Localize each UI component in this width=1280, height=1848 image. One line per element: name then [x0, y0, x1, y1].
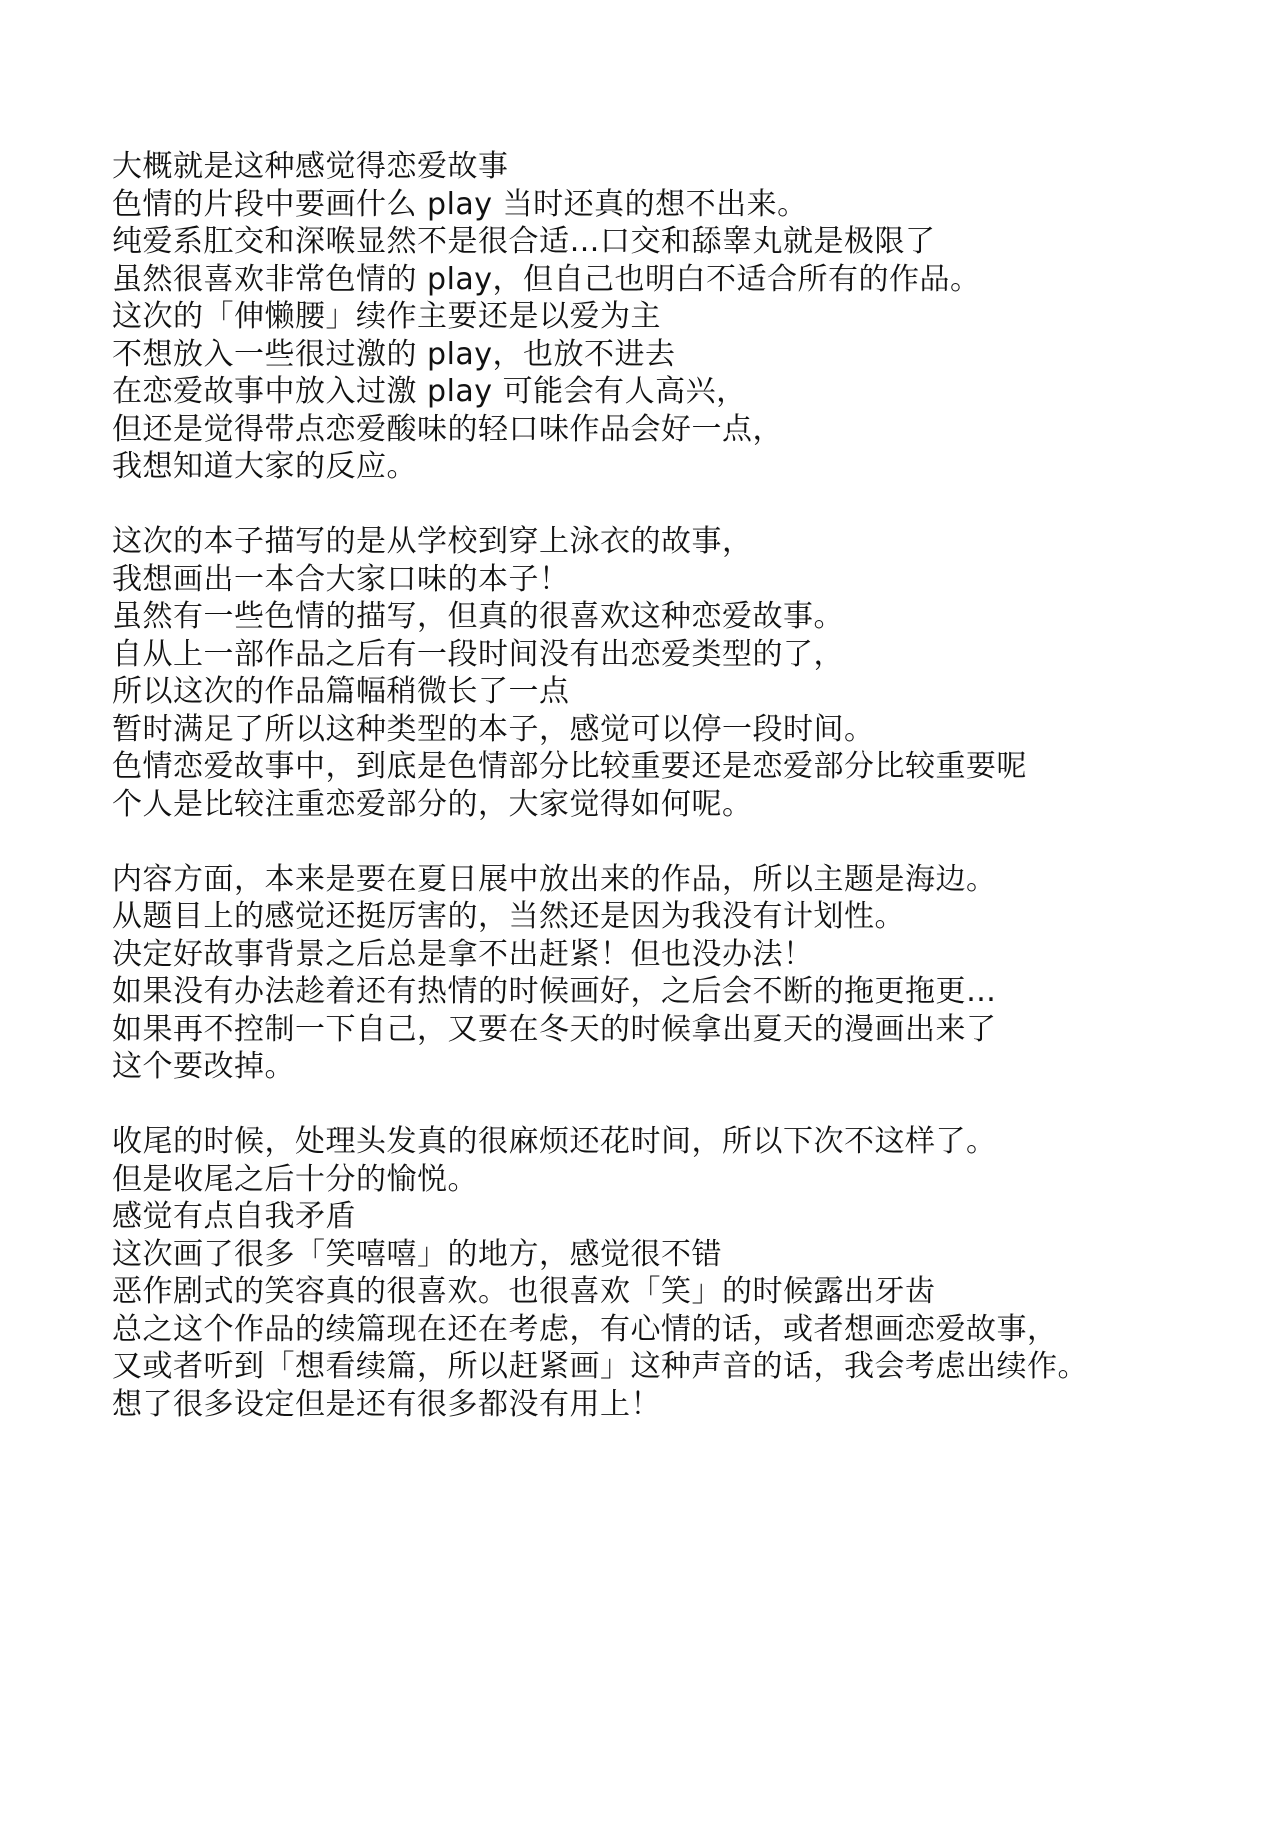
text-line: 又或者听到「想看续篇，所以赶紧画」这种声音的话，我会考虑出续作。 — [112, 1349, 1088, 1384]
text-line: 这次的「伸懒腰」续作主要还是以爱为主 — [112, 299, 661, 334]
text-line: 色情恋爱故事中，到底是色情部分比较重要还是恋爱部分比较重要呢 — [112, 749, 1027, 784]
text-line: 收尾的时候，处理头发真的很麻烦还花时间，所以下次不这样了。 — [112, 1124, 997, 1159]
paragraph-3 — [112, 861, 1262, 1086]
text-line: 虽然有一些色情的描写，但真的很喜欢这种恋爱故事。 — [112, 599, 844, 634]
text-line: 暂时满足了所以这种类型的本子，感觉可以停一段时间。 — [112, 711, 875, 747]
text-line: 在恋爱故事中放入过激 play 可能会有人高兴， — [112, 374, 747, 409]
text-line: 这个要改掉。 — [112, 1049, 295, 1084]
text-line: 决定好故事背景之后总是拿不出赶紧！但也没办法！ — [112, 936, 814, 972]
text-line: 自从上一部作品之后有一段时间没有出恋爱类型的了， — [112, 636, 844, 672]
text-line: 这次画了很多「笑嘻嘻」的地方，感觉很不错 — [112, 1236, 722, 1272]
text-line: 内容方面，本来是要在夏日展中放出来的作品，所以主题是海边。 — [112, 861, 997, 897]
text-line: 所以这次的作品篇幅稍微长了一点 — [112, 674, 570, 709]
text-line: 不想放入一些很过激的 play，也放不进去 — [112, 336, 676, 372]
text-line: 纯爱系肛交和深喉显然不是很合适…口交和舔睾丸就是极限了 — [112, 224, 936, 259]
paragraph-1 — [112, 148, 1262, 486]
text-line: 想了很多设定但是还有很多都没有用上！ — [112, 1386, 661, 1422]
text-line: 但是收尾之后十分的愉悦。 — [112, 1161, 478, 1197]
text-line: 如果再不控制一下自己，又要在冬天的时候拿出夏天的漫画出来了 — [112, 1011, 997, 1047]
text-line: 我想画出一本合大家口味的本子！ — [112, 561, 570, 597]
text-line: 这次的本子描写的是从学校到穿上泳衣的故事， — [112, 524, 753, 559]
text-line: 虽然很喜欢非常色情的 play，但自己也明白不适合所有的作品。 — [112, 261, 981, 297]
text-line: 色情的片段中要画什么 play 当时还真的想不出来。 — [112, 186, 808, 222]
text-line: 我想知道大家的反应。 — [112, 449, 417, 484]
text-line: 大概就是这种感觉得恋爱故事 — [112, 149, 509, 184]
text-line: 如果没有办法趁着还有热情的时候画好，之后会不断的拖更拖更… — [112, 974, 997, 1009]
paragraph-2 — [112, 523, 1262, 823]
text-line: 但还是觉得带点恋爱酸味的轻口味作品会好一点， — [112, 411, 783, 447]
text-line: 感觉有点自我矛盾 — [112, 1199, 356, 1234]
text-line: 恶作剧式的笑容真的很喜欢。也很喜欢「笑」的时候露出牙齿 — [112, 1274, 936, 1309]
text-line: 从题目上的感觉还挺厉害的，当然还是因为我没有计划性。 — [112, 899, 905, 934]
afterword-text — [112, 148, 1262, 1461]
text-line: 个人是比较注重恋爱部分的，大家觉得如何呢。 — [112, 786, 753, 822]
text-line: 总之这个作品的续篇现在还在考虑，有心情的话，或者想画恋爱故事， — [112, 1311, 1058, 1347]
paragraph-4 — [112, 1123, 1262, 1423]
